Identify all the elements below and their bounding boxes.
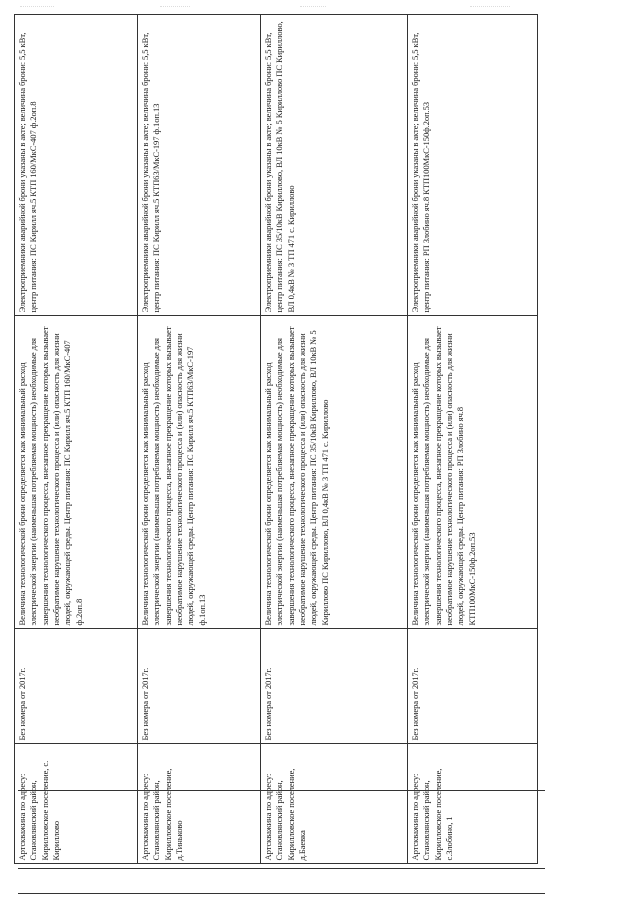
- document-cell: Без номера от 2017г.: [15, 629, 138, 744]
- document-cell: Без номера от 2017г.: [138, 629, 261, 744]
- scan-mark: [160, 6, 190, 8]
- bottom-rule: [18, 790, 545, 791]
- table-row: [408, 15, 538, 892]
- scan-mark: [300, 6, 326, 8]
- value-cell: Электроприемники аварийной брони указаны в акте; величина брони: 5,5 кВт, центр питания: РП Злобино яч.8 КТП100МкС-150ф.2оп.53: [408, 15, 538, 316]
- address-cell: Артскважина по адресу: Становлянский район, Кирилловское поселение, с. Кириллово: [15, 744, 138, 864]
- document-cell: Без номера от 2017г.: [261, 629, 408, 744]
- description-cell: Величина технологической брони определяется как минимальный расход электрической энергии (наименьшая потребляемая мощность) необходимые для завершения технологического процесса, внезапное прекращение которых вызывает необратимое нарушение технологического процесса и (или) опасность для жизни людей, окружающей среды. Центр питания: РП Злобино яч.8 КТП100МкС-150ф.2оп.53: [408, 316, 538, 629]
- table-row: [15, 15, 138, 892]
- table-row: [138, 15, 261, 892]
- emergency-reserve-table: [14, 15, 538, 893]
- value-cell: Электроприемники аварийной брони указаны в акте; величина брони: 5,5 кВт, центр питания: ПС 35/10кВ Кириллово, ВЛ 10кВ № 5 Кириллово ПС Кириллово, ВЛ 0,4кВ № 3 ТП 471 с. Кириллово: [261, 15, 408, 316]
- document-cell: Без номера от 2017г.: [408, 629, 538, 744]
- bottom-rule: [18, 893, 545, 894]
- address-cell: Артскважина по адресу: Становлянский район, Кирилловское поселение, д.Баевка: [261, 744, 408, 864]
- rotated-table-container: [14, 15, 549, 892]
- value-cell: Электроприемники аварийной брони указаны в акте; величина брони: 5,5 кВт, центр питания: ПС Кирилл яч.5 КТП 160/МкС-407 ф.2оп.8: [15, 15, 138, 316]
- description-cell: Величина технологической брони определяется как минимальный расход электрической энергии (наименьшая потребляемая мощность) необходимые для завершения технологического процесса, внезапное прекращение которых вызывает необратимое нарушение технологического процесса и (или) опасность для жизни людей, окружающей среды. Центр питания: ПС Кирилл яч.5 КТП 160/МкС-407 ф.2оп.8: [15, 316, 138, 629]
- description-cell: Величина технологической брони определяется как минимальный расход электрической энергии (наименьшая потребляемая мощность) необходимые для завершения технологического процесса, внезапное прекращение которых вызывает необратимое нарушение технологического процесса и (или) опасность для жизни людей, окружающей среды. Центр питания: ПС 35/10кВ Кириллово, ВЛ 10кВ № 5 Кириллово ПС Кириллово, ВЛ 0,4кВ № 3 ТП 471 с. Кириллово: [261, 316, 408, 629]
- description-cell: Величина технологической брони определяется как минимальный расход электрической энергии (наименьшая потребляемая мощность) необходимые для завершения технологического процесса, внезапное прекращение которых вызывает необратимое нарушение технологического процесса и (или) опасность для жизни людей, окружающей среды. Центр питания: ПС Кирилл яч.5 КТП63/МкС-197 ф.1оп.13: [138, 316, 261, 629]
- scan-mark: [20, 6, 54, 8]
- table-row: [261, 15, 408, 892]
- value-cell: Электроприемники аварийной брони указаны в акте; величина брони: 5,5 кВт, центр питания: ПС Кирилл яч.5 КТП63/МкС-197 ф.1оп.13: [138, 15, 261, 316]
- scan-mark: [470, 6, 510, 8]
- address-cell: Артскважина по адресу: Становлянский район, Кирилловское поселение, д.Тиньково: [138, 744, 261, 864]
- bottom-rule: [18, 868, 545, 869]
- address-cell: Артскважина по адресу: Становлянский район, Кирилловское поселение, с.Злобино, 1: [408, 744, 538, 864]
